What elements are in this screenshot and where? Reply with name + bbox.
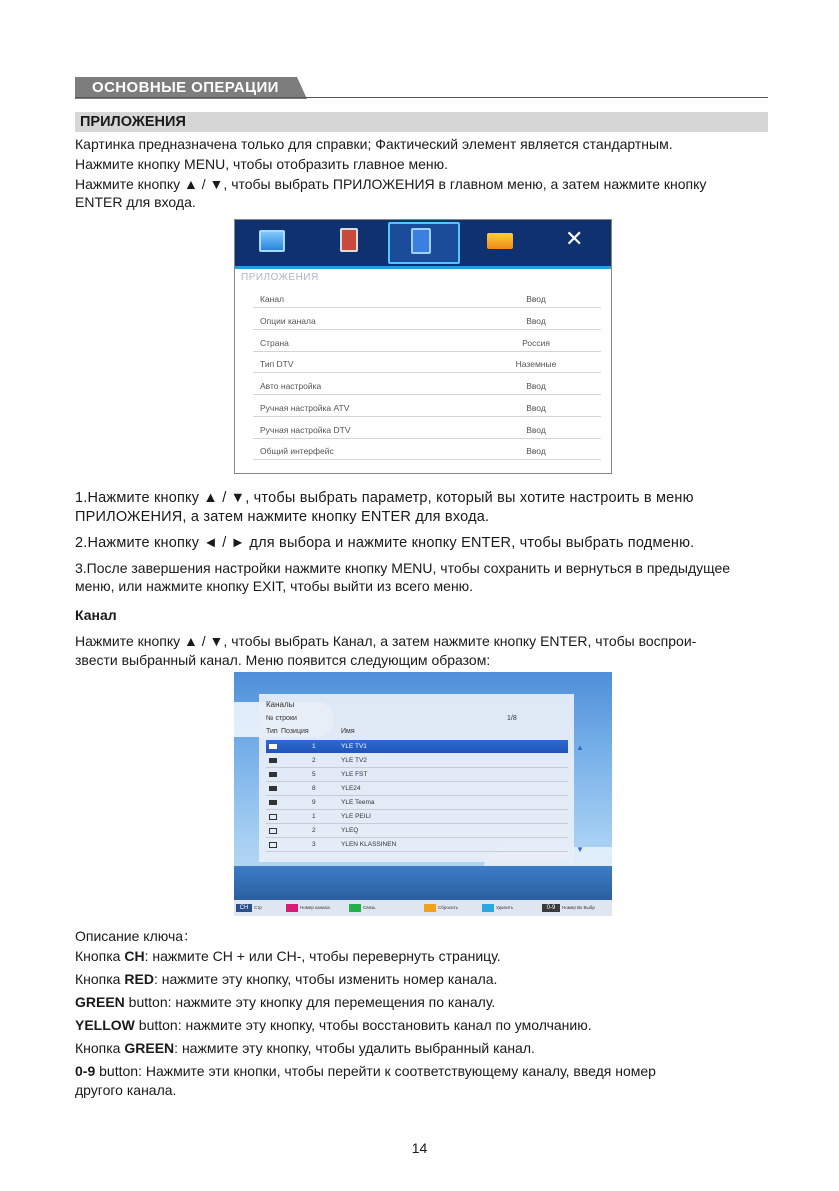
blue-key bbox=[482, 904, 494, 912]
channel-pos: 5 bbox=[312, 771, 316, 778]
radio-icon bbox=[269, 842, 277, 848]
menu-row-label: Авто настройка bbox=[260, 381, 322, 391]
menu-row bbox=[253, 351, 601, 373]
applications-menu-screenshot bbox=[234, 219, 612, 474]
channel-name: YLEQ bbox=[341, 827, 359, 834]
key-desc-yellow: YELLOW button: нажмите эту кнопку, чтобы восстановить канал по умолчанию. bbox=[75, 1017, 592, 1033]
channel-row bbox=[266, 740, 568, 753]
menu-row bbox=[253, 286, 601, 308]
radio-icon bbox=[269, 828, 277, 834]
green-key-label: Связь bbox=[363, 905, 376, 910]
subsection-header bbox=[75, 112, 768, 132]
page-number: 14 bbox=[411, 1140, 428, 1156]
intro-line-1: Картинка предназначена только для справки; Фактический элемент является стандартным. bbox=[75, 136, 673, 152]
menu-row bbox=[253, 438, 601, 460]
menu-row-label: Канал bbox=[260, 294, 285, 304]
intro-line-4: ENTER для входа. bbox=[75, 194, 196, 210]
channel-heading: Канал bbox=[75, 607, 117, 623]
channel-name: YLE TV1 bbox=[341, 743, 367, 750]
tv-icon bbox=[269, 744, 277, 749]
blue-key-label: Удалить bbox=[496, 905, 514, 910]
menu-row-label: Ручная настройка DTV bbox=[260, 425, 351, 435]
channel-row bbox=[266, 768, 568, 782]
menu-row bbox=[253, 417, 601, 439]
key-desc-ch: Кнопка CH: нажмите CH + или CH-, чтобы перевернуть страницу. bbox=[75, 948, 501, 964]
applications-icon bbox=[411, 228, 431, 254]
setup-icon: ✕ bbox=[565, 226, 584, 251]
channel-row bbox=[266, 810, 568, 824]
menu-row-label: Общий интерфейс bbox=[260, 446, 334, 456]
menu-row-value: Ввод bbox=[526, 425, 546, 435]
key-desc-digits-cont: другого канала. bbox=[75, 1082, 177, 1098]
channel-pos: 1 bbox=[312, 813, 316, 820]
yellow-key bbox=[424, 904, 436, 912]
subsection-title: ПРИЛОЖЕНИЯ bbox=[80, 114, 186, 130]
channel-row bbox=[266, 782, 568, 796]
section-divider bbox=[75, 97, 768, 98]
section-title: ОСНОВНЫЕ ОПЕРАЦИИ bbox=[75, 77, 297, 99]
col-type: Тип bbox=[266, 728, 278, 735]
key-legend-bar bbox=[234, 900, 612, 916]
key-desc-green-delete: Кнопка GREEN: нажмите эту кнопку, чтобы удалить выбранный канал. bbox=[75, 1040, 535, 1056]
row-number-label: № строки bbox=[266, 715, 297, 722]
step-line-1: 1.Нажмите кнопку ▲ / ▼, чтобы выбрать параметр, который вы хотите настроить в меню bbox=[75, 490, 694, 506]
menu-row bbox=[253, 373, 601, 395]
key-desc-digits: 0-9 button: Нажмите эти кнопки, чтобы перейти к соответствующему каналу, введя номер bbox=[75, 1063, 656, 1079]
channel-name: YLEN KLASSINEN bbox=[341, 841, 397, 848]
yellow-key-label: Сбросить bbox=[438, 905, 459, 910]
menu-row-value: Ввод bbox=[526, 403, 546, 413]
row-number-value: 1/8 bbox=[507, 715, 517, 722]
menu-row-value: Ввод bbox=[526, 316, 546, 326]
menu-row bbox=[253, 395, 601, 417]
menu-row-value: Наземные bbox=[515, 359, 557, 369]
channel-name: YLE Teema bbox=[341, 799, 375, 806]
menu-title: ПРИЛОЖЕНИЯ bbox=[241, 272, 319, 283]
channel-list-header bbox=[266, 727, 571, 738]
time-icon bbox=[487, 233, 513, 249]
channel-text-2: звести выбранный канал. Меню появится следующим образом: bbox=[75, 652, 491, 668]
red-key bbox=[286, 904, 298, 912]
tv-icon bbox=[269, 800, 277, 805]
sea-background bbox=[234, 866, 612, 900]
menu-row-label: Страна bbox=[260, 338, 289, 348]
menu-row-value: Россия bbox=[522, 338, 550, 348]
col-name: Имя bbox=[341, 728, 355, 735]
picture-icon bbox=[259, 230, 285, 252]
radio-icon bbox=[269, 814, 277, 820]
tv-icon bbox=[269, 758, 277, 763]
ch-key: CH bbox=[236, 904, 252, 912]
menu-row-label: Опции канала bbox=[260, 316, 316, 326]
menu-row-label: Ручная настройка ATV bbox=[260, 403, 350, 413]
step-line-2: ПРИЛОЖЕНИЯ, а затем нажмите кнопку ENTER для входа. bbox=[75, 509, 490, 525]
channel-row bbox=[266, 838, 568, 852]
channel-row bbox=[266, 796, 568, 810]
red-key-label: Номер канала bbox=[300, 905, 330, 910]
green-key bbox=[349, 904, 361, 912]
channel-row bbox=[266, 754, 568, 768]
step-line-3: 2.Нажмите кнопку ◄ / ► для выбора и нажмите кнопку ENTER, чтобы выбрать подменю. bbox=[75, 535, 695, 551]
channel-text-1: Нажмите кнопку ▲ / ▼, чтобы выбрать Канал, а затем нажмите кнопку ENTER, чтобы воспрои- bbox=[75, 633, 697, 649]
scroll-up-icon: ▲ bbox=[576, 743, 584, 752]
menu-top-bar bbox=[235, 220, 611, 269]
menu-row bbox=[253, 330, 601, 352]
channel-pos: 9 bbox=[312, 799, 316, 806]
step-line-5: меню, или нажмите кнопку EXIT, чтобы выйти из всего меню. bbox=[75, 578, 474, 594]
menu-row-value: Ввод bbox=[526, 294, 546, 304]
channel-row bbox=[266, 824, 568, 838]
key-desc-green: GREEN button: нажмите эту кнопку для перемещения по каналу. bbox=[75, 994, 496, 1010]
ch-key-label: Стр bbox=[254, 905, 262, 910]
channel-list-title: Каналы bbox=[266, 700, 295, 709]
keys-title: Описание ключа： bbox=[75, 928, 198, 944]
channel-pos: 3 bbox=[312, 841, 316, 848]
tv-icon bbox=[269, 786, 277, 791]
sound-icon bbox=[340, 228, 358, 252]
digits-key: 0-9 bbox=[542, 904, 560, 912]
menu-row bbox=[253, 308, 601, 330]
key-desc-red: Кнопка RED: нажмите эту кнопку, чтобы изменить номер канала. bbox=[75, 971, 498, 987]
digits-key-label: Номер Вх Выбр bbox=[562, 905, 595, 910]
menu-row-value: Ввод bbox=[526, 446, 546, 456]
channel-pos: 2 bbox=[312, 757, 316, 764]
channel-name: YLE TV2 bbox=[341, 757, 367, 764]
channel-name: YLE24 bbox=[341, 785, 361, 792]
scroll-down-icon: ▼ bbox=[576, 845, 584, 854]
step-line-4: 3.После завершения настройки нажмите кнопку MENU, чтобы сохранить и вернуться в предыдущее bbox=[75, 560, 731, 576]
intro-line-3: Нажмите кнопку ▲ / ▼, чтобы выбрать ПРИЛОЖЕНИЯ в главном меню, а затем нажмите кнопку bbox=[75, 176, 707, 192]
tv-icon bbox=[269, 772, 277, 777]
channel-name: YLE PEILI bbox=[341, 813, 371, 820]
col-position: Позиция bbox=[281, 728, 309, 735]
channel-pos: 8 bbox=[312, 785, 316, 792]
channel-name: YLE FST bbox=[341, 771, 368, 778]
channel-pos: 2 bbox=[312, 827, 316, 834]
channel-pos: 1 bbox=[312, 743, 316, 750]
menu-row-label: Тип DTV bbox=[260, 359, 294, 369]
channel-list-screenshot bbox=[234, 672, 612, 916]
intro-line-2: Нажмите кнопку MENU, чтобы отобразить главное меню. bbox=[75, 156, 449, 172]
menu-row-value: Ввод bbox=[526, 381, 546, 391]
